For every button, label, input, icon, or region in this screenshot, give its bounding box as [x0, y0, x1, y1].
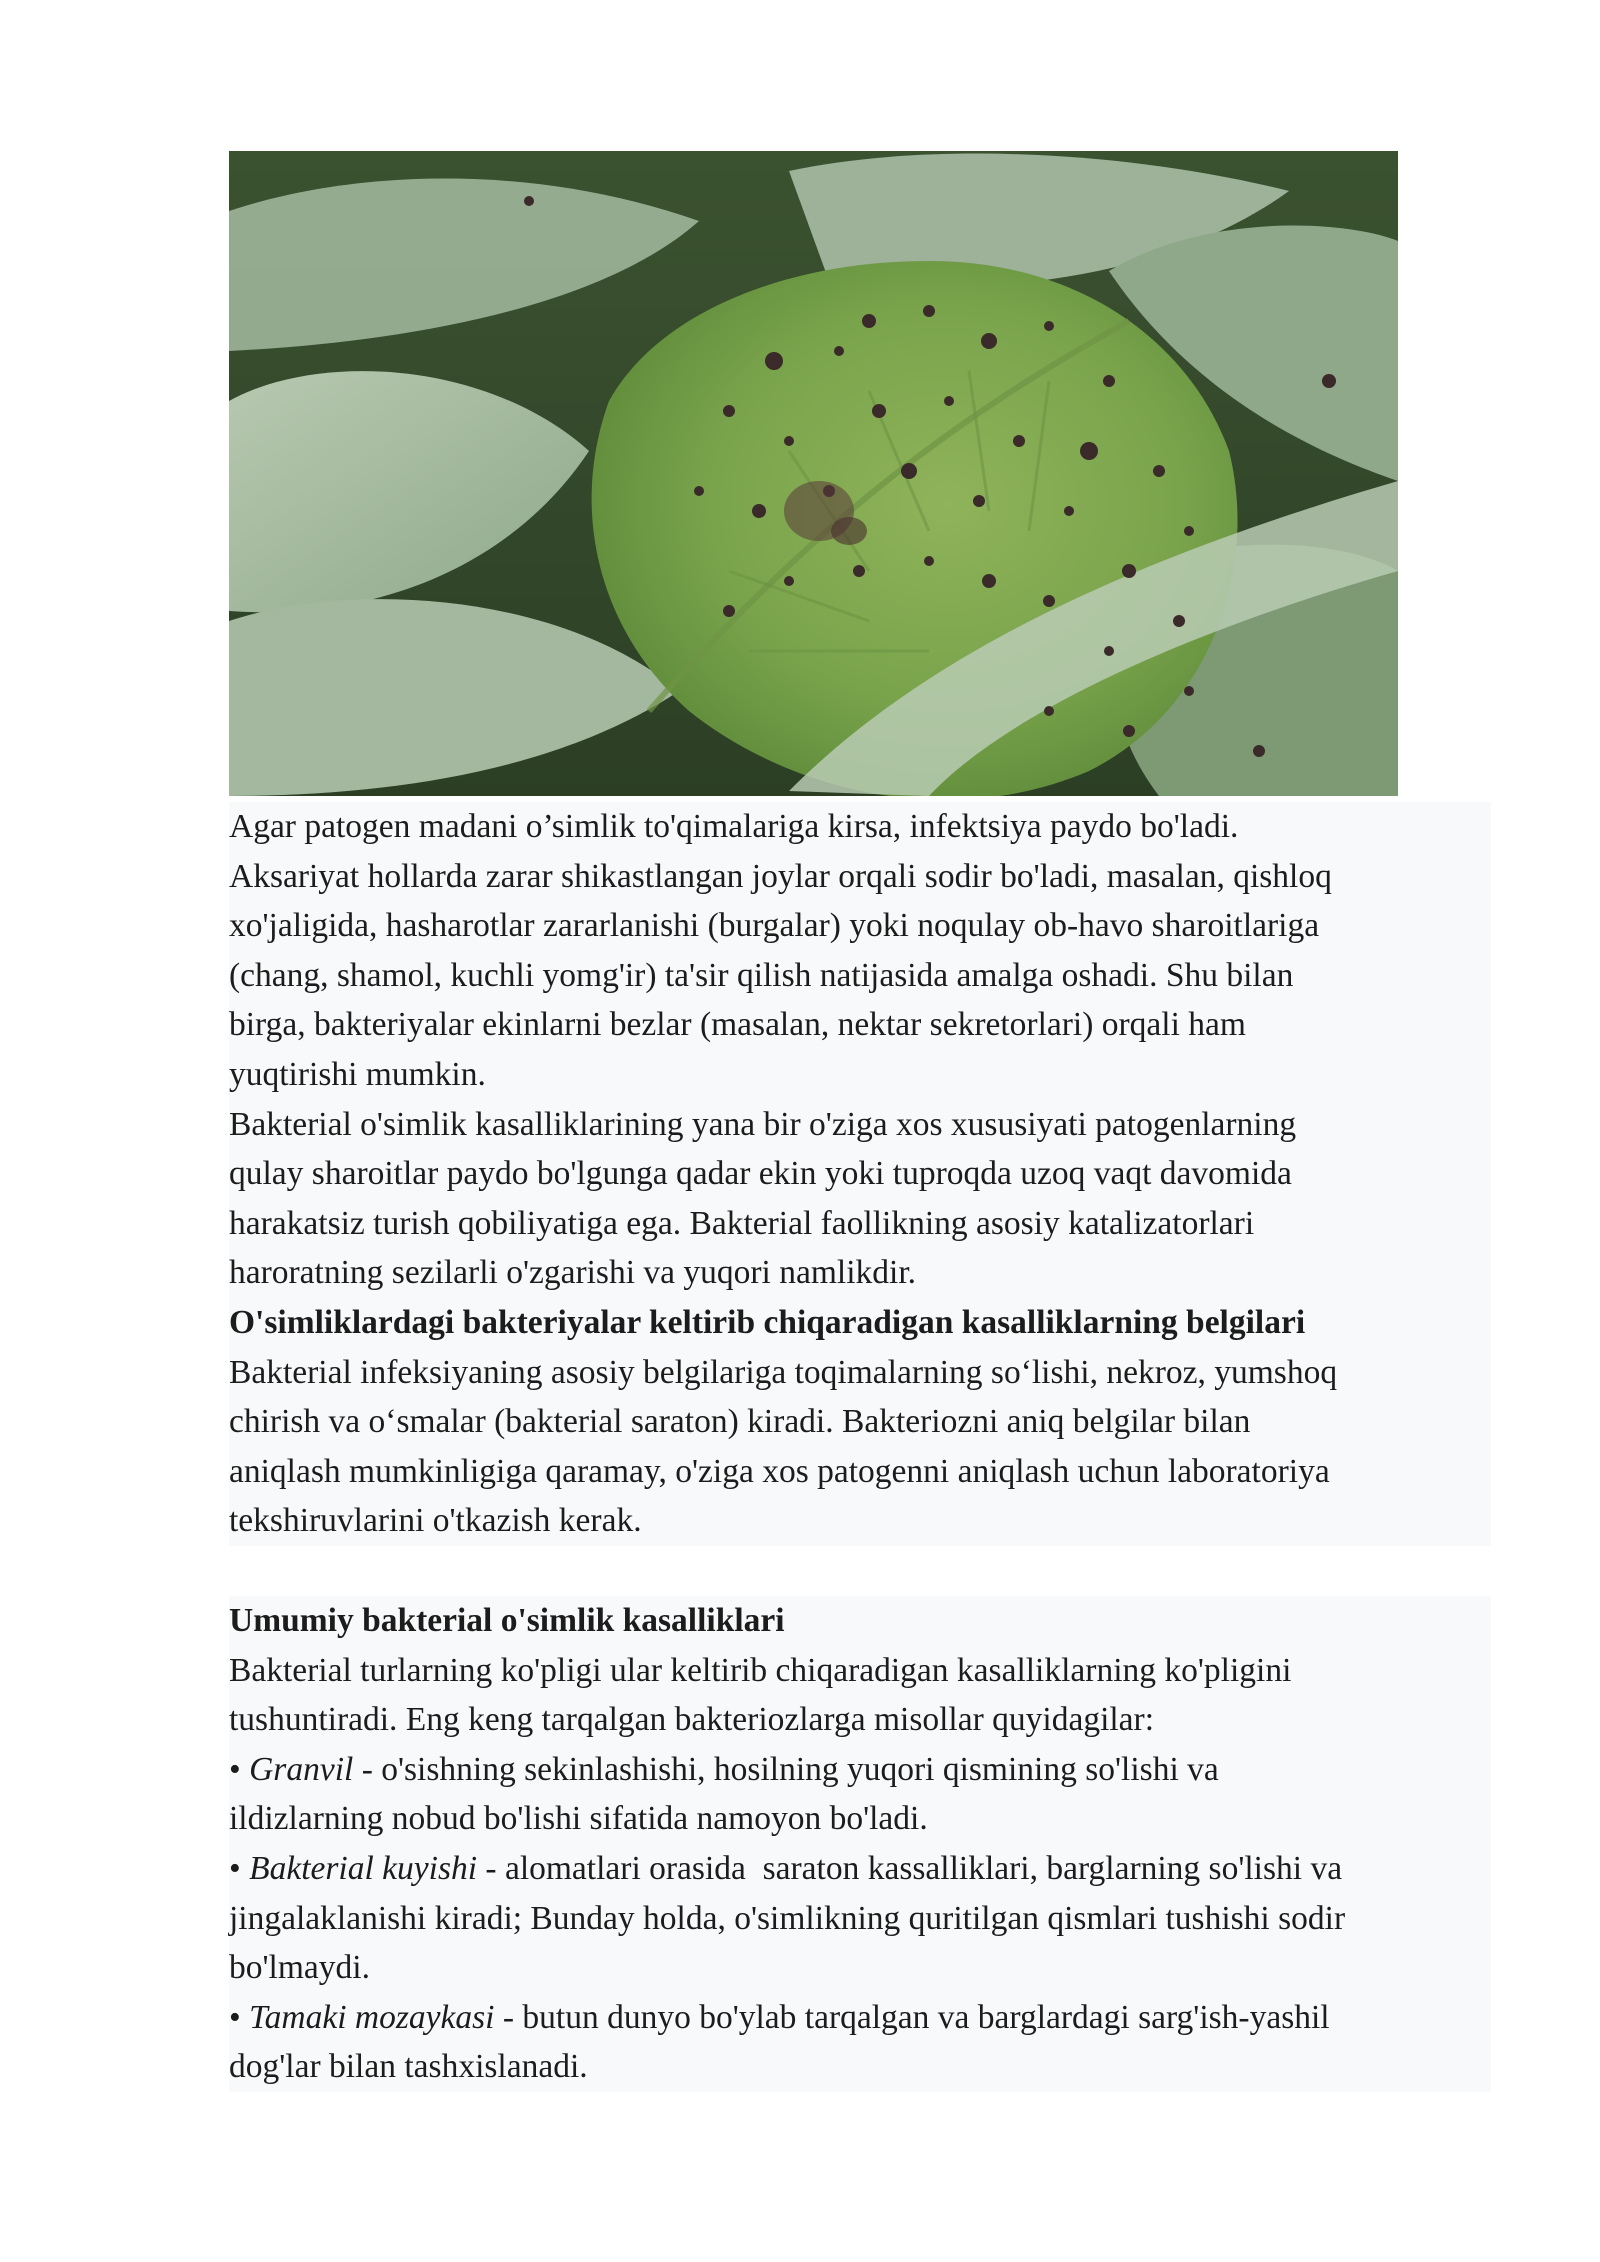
text-line	[229, 1993, 1491, 2043]
text-line: Bakterial infeksiyaning asosiy belgilariga toqimalarning so‘lishi, nekroz, yumshoq	[229, 1353, 1338, 1391]
text-line: harakatsiz turish qobiliyatiga ega. Bakterial faollikning asosiy katalizatorlari	[229, 1204, 1255, 1242]
paragraph-intro	[229, 1646, 1491, 1745]
disease-term: Bakterial kuyishi	[249, 1849, 478, 1887]
text-line: Agar patogen madani o’simlik to'qimalariga kirsa, infektsiya paydo bo'ladi.	[229, 808, 1239, 845]
text-line: ildizlarning nobud bo'lishi sifatida namoyon bo'ladi.	[229, 1800, 928, 1838]
text-line: dog'lar bilan tashxislanadi.	[229, 2048, 588, 2086]
text-line: tekshiruvlarini o'tkazish kerak.	[229, 1502, 642, 1540]
leaf-photo-illustration	[229, 151, 1398, 796]
disease-term: Granvil	[249, 1750, 354, 1788]
paragraph-infection	[229, 802, 1491, 1100]
text-line: birga, bakteriyalar ekinlarni bezlar (masalan, nektar sekretorlari) orqali ham	[229, 1006, 1246, 1044]
text-line: (chang, shamol, kuchli yomg'ir) ta'sir qilish natijasida amalga oshadi. Shu bilan	[229, 956, 1294, 994]
paragraph-dormancy	[229, 1100, 1491, 1298]
disease-term: Tamaki mozaykasi	[249, 1998, 495, 2036]
text-line: tushuntiradi. Eng keng tarqalgan bakteriozlarga misollar quyidagilar:	[229, 1701, 1155, 1739]
list-item	[229, 1844, 1491, 1993]
text-block-symptoms	[229, 802, 1491, 1546]
leaf-spots-photo	[229, 151, 1398, 796]
disease-description: - o'sishning sekinlashishi, hosilning yuqori qismining so'lishi va	[353, 1750, 1219, 1788]
text-block-common-diseases	[229, 1596, 1491, 2092]
text-line	[229, 1844, 1491, 1894]
list-item	[229, 1993, 1491, 2092]
section-heading-symptoms: O'simliklardagi bakteriyalar keltirib chiqaradigan kasalliklarning belgilari	[229, 1303, 1306, 1341]
section-heading-common-diseases: Umumiy bakterial o'simlik kasalliklari	[229, 1602, 785, 1639]
text-line: Bakterial turlarning ko'pligi ular keltirib chiqaradigan kasalliklarning ko'pligini	[229, 1651, 1292, 1689]
text-line	[229, 1745, 1491, 1795]
disease-description: - butun dunyo bo'ylab tarqalgan va barglardagi sarg'ish-yashil	[494, 1998, 1330, 2036]
text-line: chirish va o‘smalar (bakterial saraton) kiradi. Bakteriozni aniq belgilar bilan	[229, 1403, 1251, 1441]
text-line: Aksariyat hollarda zarar shikastlangan joylar orqali sodir bo'ladi, masalan, qishloq	[229, 857, 1332, 895]
text-line: xo'jaligida, hasharotlar zararlanishi (burgalar) yoki noqulay ob-havo sharoitlariga	[229, 907, 1320, 945]
text-line: Bakterial o'simlik kasalliklarining yana bir o'ziga xos xususiyati patogenlarning	[229, 1105, 1297, 1143]
bullet: •	[229, 1750, 241, 1788]
text-line: yuqtirishi mumkin.	[229, 1055, 486, 1093]
text-line: bo'lmaydi.	[229, 1949, 370, 1987]
text-line: jingalaklanishi kiradi; Bunday holda, o'simlikning quritilgan qismlari tushishi sodir	[229, 1899, 1346, 1937]
list-item	[229, 1745, 1491, 1844]
text-line: qulay sharoitlar paydo bo'lgunga qadar ekin yoki tuproqda uzoq vaqt davomida	[229, 1155, 1292, 1193]
disease-description: - alomatlari orasida saraton kassalliklari, barglarning so'lishi va	[477, 1849, 1343, 1887]
bullet: •	[229, 1998, 241, 2036]
disease-list	[229, 1745, 1491, 2092]
bullet: •	[229, 1849, 241, 1887]
text-line: haroratning sezilarli o'zgarishi va yuqori namlikdir.	[229, 1254, 917, 1292]
paragraph-symptoms	[229, 1348, 1491, 1546]
text-line: aniqlash mumkinligiga qaramay, o'ziga xos patogenni aniqlash uchun laboratoriya	[229, 1452, 1330, 1490]
